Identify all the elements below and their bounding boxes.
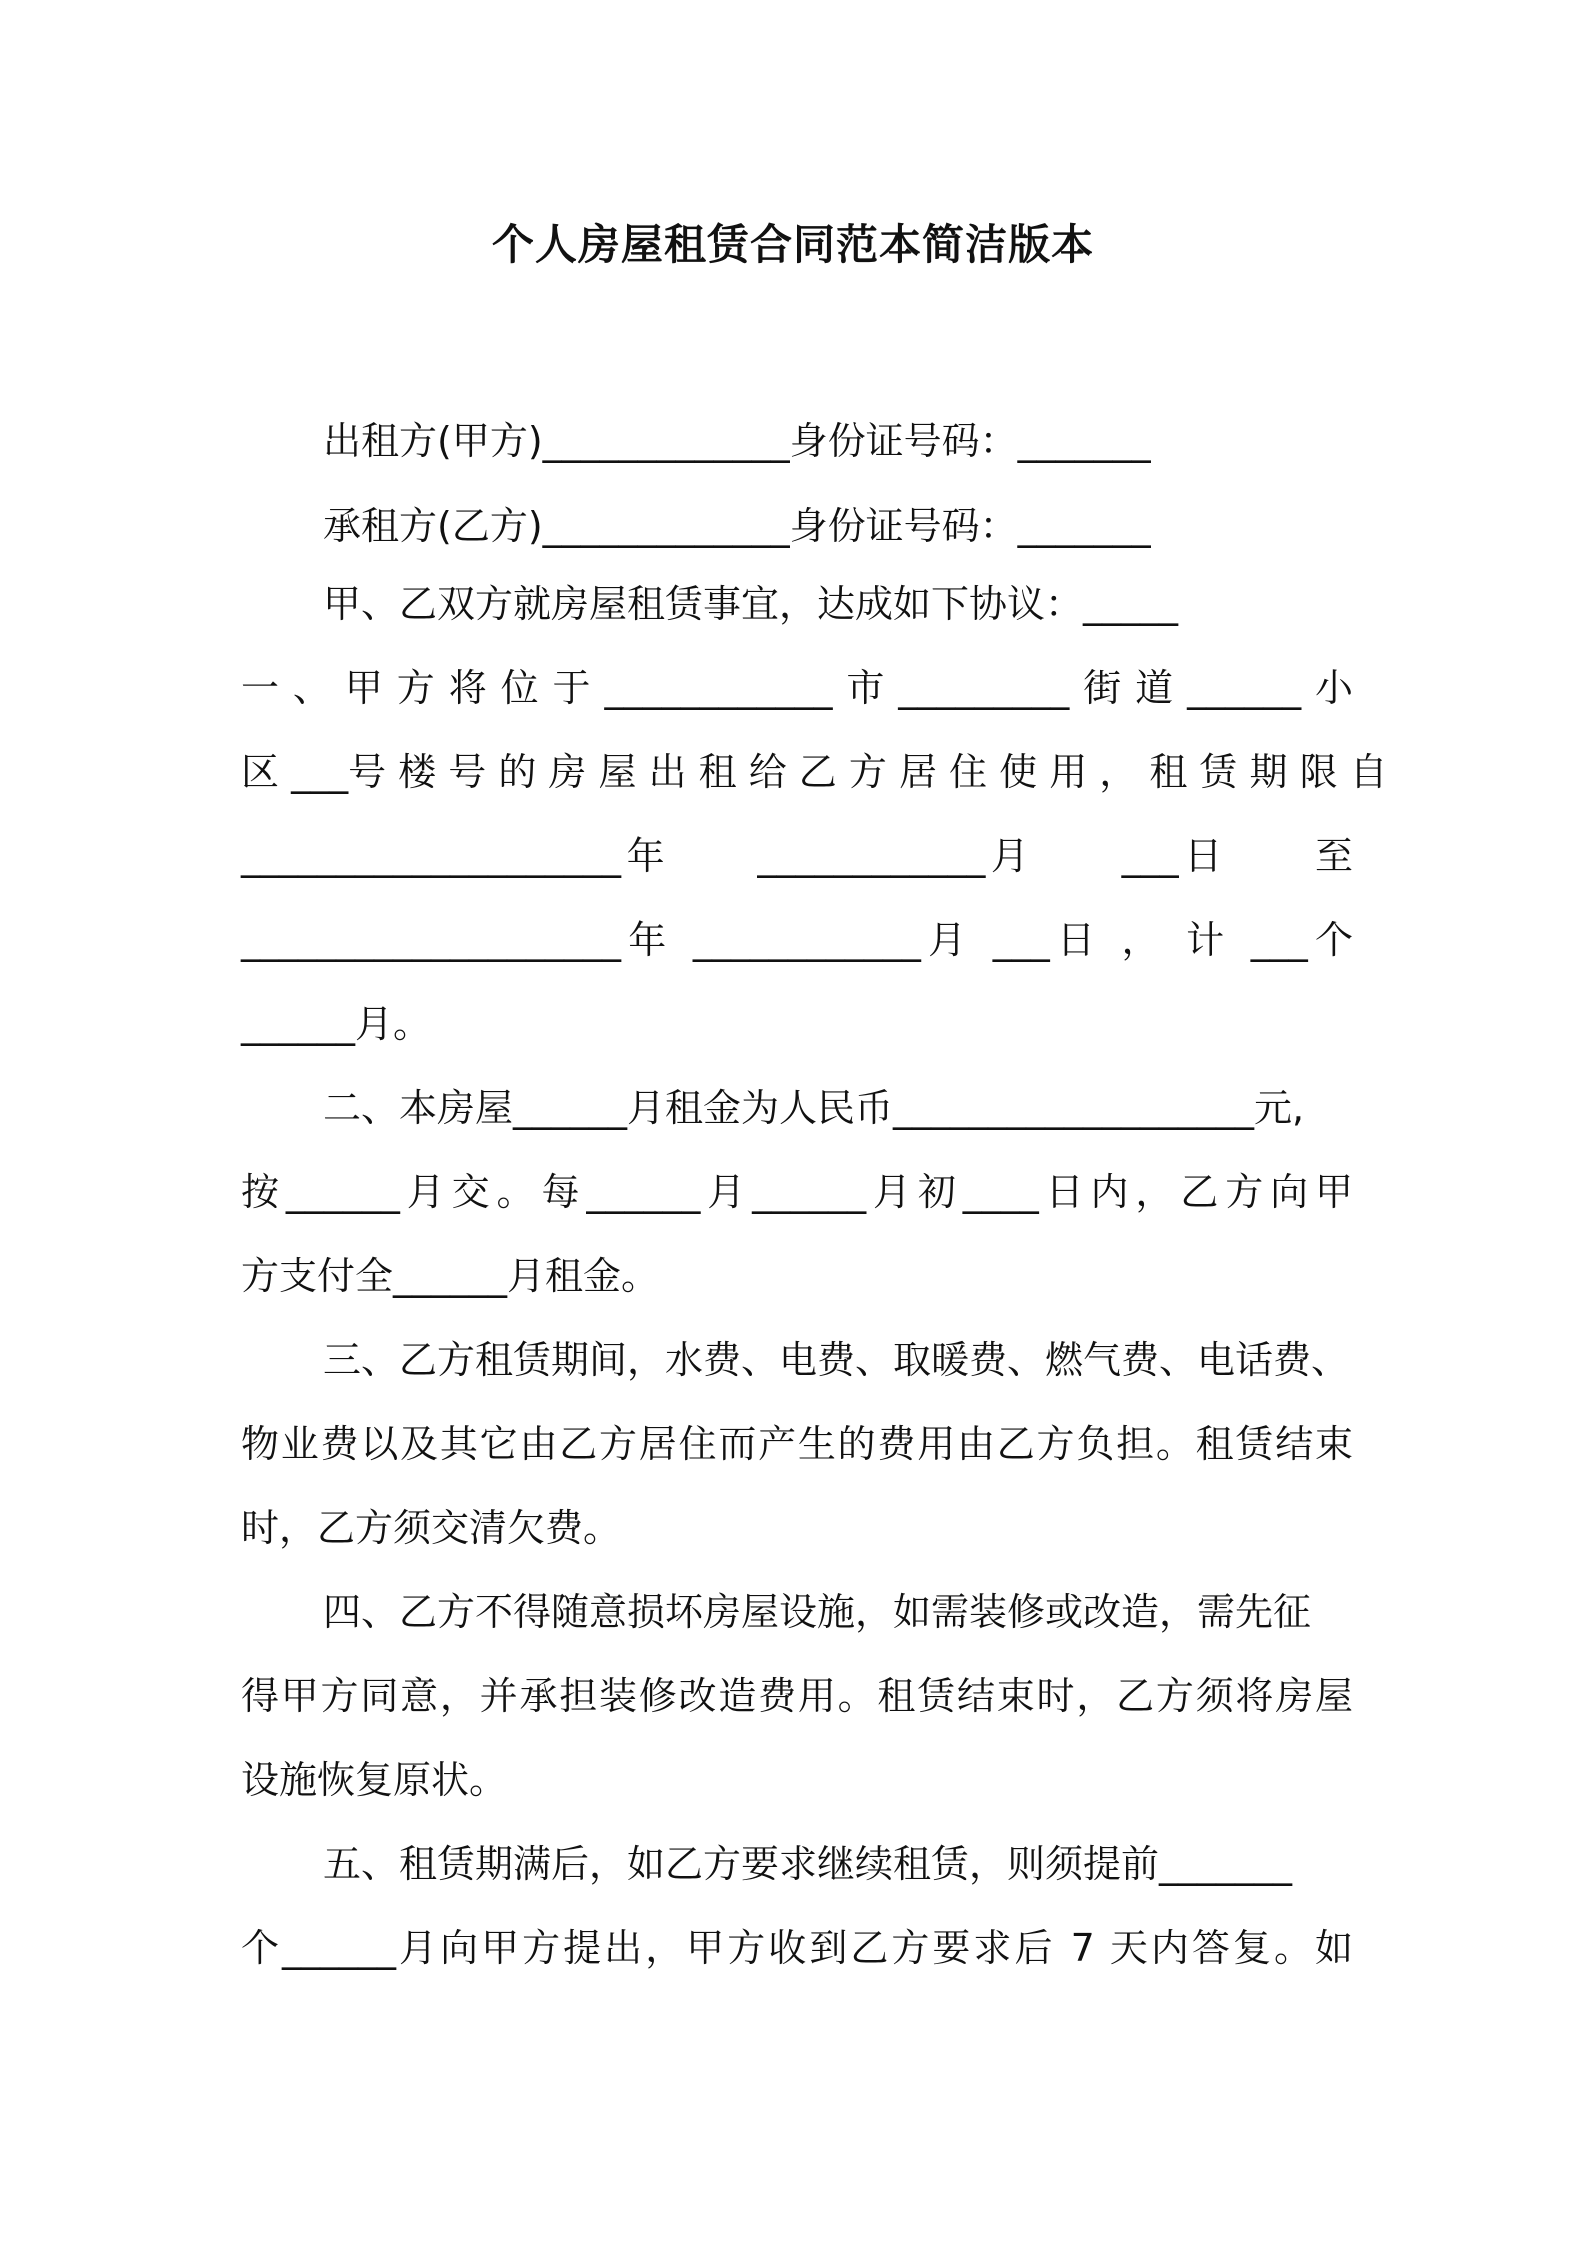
clause-1-line-4: ____________________年 ____________月 ___日 ， 计 ___个 — [241, 918, 1353, 962]
clause-4-line-2: 得甲方同意，并承担装修改造费用。租赁结束时，乙方须将房屋 — [241, 1674, 1353, 1718]
clause-5-line-1: 五、租赁期满后，如乙方要求继续租赁，则须提前_______ — [323, 1842, 1293, 1886]
agreement-intro-line: 甲、乙双方就房屋租赁事宜，达成如下协议：_____ — [323, 582, 1179, 626]
clause-4-line-1: 四、乙方不得随意损坏房屋设施，如需装修或改造，需先征 — [323, 1590, 1312, 1634]
clause-1-line-3: ____________________年 ____________月 ___日 至 — [241, 834, 1353, 878]
document-title: 个人房屋租赁合同范本简洁版本 — [491, 220, 1095, 269]
clause-5-line-2: 个______月向甲方提出，甲方收到乙方要求后 7 天内答复。如 — [241, 1926, 1353, 1970]
clause-2-line-1: 二、本房屋______月租金为人民币___________________元, — [323, 1086, 1305, 1130]
lessee-line: 承租方(乙方)_____________身份证号码：_______ — [323, 504, 1151, 548]
clause-1-line-2: 区 ___号 楼 号 的 房 屋 出 租 给 乙 方 居 住 使 用 ， 租 赁 期 限 自 — [241, 750, 1388, 794]
lessor-line: 出租方(甲方)_____________身份证号码：_______ — [323, 419, 1151, 463]
clause-4-line-3: 设施恢复原状。 — [241, 1758, 508, 1802]
clause-2-line-2: 按______月交。每______月______月初____日内，乙方向甲 — [241, 1170, 1353, 1214]
clause-3-line-2: 物业费以及其它由乙方居住而产生的费用由乙方负担。租赁结束 — [241, 1422, 1353, 1466]
clause-1-line-5: ______月。 — [241, 1002, 432, 1046]
clause-1-line-1: 一、甲方将位于____________市_________街道______小 — [241, 666, 1353, 710]
clause-2-line-3: 方支付全______月租金。 — [241, 1254, 660, 1298]
clause-3-line-1: 三、乙方租赁期间，水费、电费、取暖费、燃气费、电话费、 — [323, 1338, 1350, 1382]
clause-3-line-3: 时，乙方须交清欠费。 — [241, 1506, 622, 1550]
